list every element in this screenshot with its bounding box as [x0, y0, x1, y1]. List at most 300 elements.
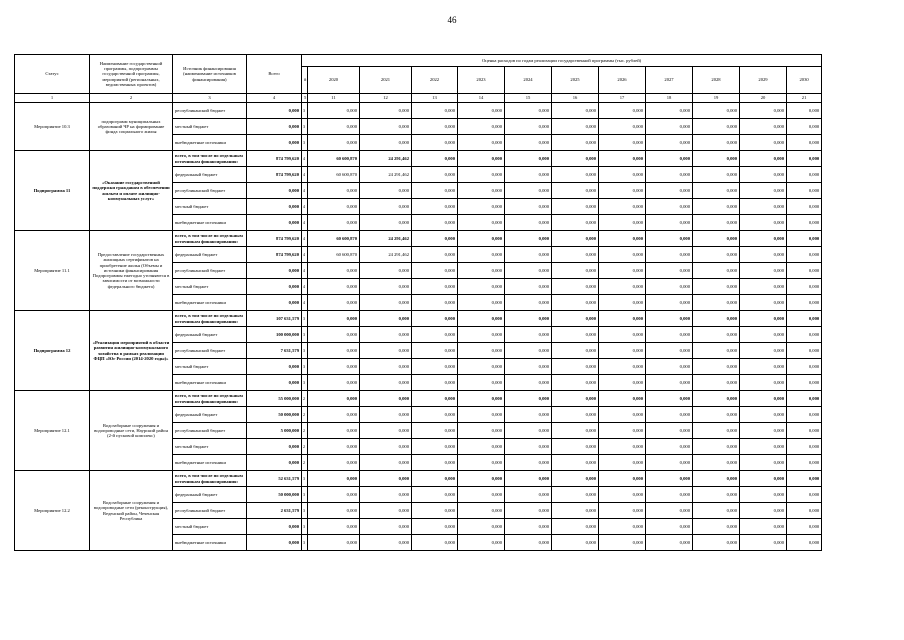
row-total: 7 631,579 [247, 343, 302, 359]
row-year-value: 0,000 [458, 311, 505, 327]
row-col5: 3 [302, 327, 308, 343]
row-year-value: 0,000 [458, 535, 505, 551]
row-year-value: 0,000 [693, 535, 740, 551]
row-year-value: 0,000 [599, 455, 646, 471]
row-year-value: 0,000 [458, 391, 505, 407]
row-year-value: 0,000 [646, 423, 693, 439]
row-year-value: 0,000 [552, 119, 599, 135]
header-colnum: 15 [505, 94, 552, 103]
row-source: местный бюджет [173, 199, 247, 215]
row-year-value: 0,000 [646, 135, 693, 151]
row-year-value: 0,000 [740, 295, 787, 311]
row-col5: 3 [302, 103, 308, 119]
row-total: 52 631,579 [247, 471, 302, 487]
row-year-value: 0,000 [740, 503, 787, 519]
row-year-value: 0,000 [787, 263, 822, 279]
row-year-value: 0,000 [646, 183, 693, 199]
row-year-value: 0,000 [412, 247, 458, 263]
table-row [15, 311, 822, 327]
row-year-value: 0,000 [552, 327, 599, 343]
row-source: внебюджетные источники [173, 455, 247, 471]
row-year-value: 0,000 [552, 215, 599, 231]
row-year-value: 0,000 [787, 519, 822, 535]
row-year-value: 0,000 [505, 119, 552, 135]
row-year-value: 0,000 [740, 215, 787, 231]
row-year-value: 0,000 [308, 455, 360, 471]
row-year-value: 0,000 [740, 103, 787, 119]
row-source: местный бюджет [173, 519, 247, 535]
table-row [15, 231, 822, 247]
row-year-value: 0,000 [308, 519, 360, 535]
row-year-value: 0,000 [412, 359, 458, 375]
row-source: республиканский бюджет [173, 503, 247, 519]
row-year-value: 0,000 [787, 391, 822, 407]
row-year-value: 0,000 [646, 535, 693, 551]
row-year-value: 0,000 [693, 455, 740, 471]
row-year-value: 0,000 [740, 487, 787, 503]
row-year-value: 0,000 [412, 391, 458, 407]
row-year-value: 0,000 [693, 375, 740, 391]
row-year-value: 0,000 [308, 279, 360, 295]
row-year-value: 0,000 [693, 247, 740, 263]
row-year-value: 0,000 [787, 199, 822, 215]
row-year-value: 0,000 [360, 135, 412, 151]
row-year-value: 0,000 [458, 503, 505, 519]
row-year-value: 0,000 [599, 439, 646, 455]
row-year-value: 0,000 [787, 535, 822, 551]
row-year-value: 0,000 [308, 295, 360, 311]
row-year-value: 0,000 [458, 471, 505, 487]
row-year-value: 0,000 [646, 263, 693, 279]
table-row [15, 151, 822, 167]
row-year-value: 0,000 [599, 407, 646, 423]
row-year-value: 0,000 [360, 119, 412, 135]
row-year-value: 0,000 [412, 519, 458, 535]
row-year-value: 0,000 [599, 135, 646, 151]
header-year-2021: 2021 [360, 67, 412, 94]
row-total: 2 631,579 [247, 503, 302, 519]
row-year-value: 0,000 [599, 215, 646, 231]
row-year-value: 0,000 [458, 295, 505, 311]
row-year-value: 0,000 [599, 519, 646, 535]
row-total: 0,000 [247, 263, 302, 279]
row-year-value: 0,000 [787, 375, 822, 391]
row-year-value: 0,000 [458, 327, 505, 343]
row-total: 55 000,000 [247, 391, 302, 407]
row-year-value: 0,000 [646, 167, 693, 183]
row-year-value: 0,000 [740, 519, 787, 535]
row-year-value: 0,000 [740, 455, 787, 471]
table-row [15, 103, 822, 119]
row-year-value: 0,000 [787, 343, 822, 359]
row-year-value: 0,000 [412, 455, 458, 471]
row-total: 0,000 [247, 455, 302, 471]
row-total: 0,000 [247, 119, 302, 135]
row-year-value: 0,000 [552, 471, 599, 487]
row-col5: 4 [302, 295, 308, 311]
row-year-value: 0,000 [505, 343, 552, 359]
row-year-value: 0,000 [740, 343, 787, 359]
row-year-value: 0,000 [646, 439, 693, 455]
row-col5: 4 [302, 263, 308, 279]
row-year-value: 0,000 [360, 535, 412, 551]
row-year-value: 24 291,462 [360, 247, 412, 263]
row-year-value: 0,000 [693, 151, 740, 167]
page-number: 46 [447, 15, 457, 25]
row-year-value: 0,000 [412, 231, 458, 247]
row-year-value: 0,000 [505, 439, 552, 455]
row-year-value: 0,000 [740, 199, 787, 215]
row-year-value: 0,000 [505, 183, 552, 199]
row-source: республиканский бюджет [173, 183, 247, 199]
header-colnum: 11 [308, 94, 360, 103]
row-year-value: 0,000 [308, 375, 360, 391]
row-year-value: 0,000 [599, 199, 646, 215]
row-program-name: Водозаборные сооружения и водопроводные сети (реконструкция), Веденский район, Чеченская Республика [90, 471, 173, 551]
row-year-value: 0,000 [505, 151, 552, 167]
row-year-value: 0,000 [308, 311, 360, 327]
row-status: Подпрограмма 12 [15, 311, 90, 391]
row-year-value: 0,000 [505, 407, 552, 423]
row-year-value: 0,000 [308, 103, 360, 119]
row-year-value: 0,000 [505, 247, 552, 263]
row-year-value: 0,000 [412, 375, 458, 391]
row-source: республиканский бюджет [173, 343, 247, 359]
row-total: 0,000 [247, 535, 302, 551]
row-year-value: 0,000 [787, 487, 822, 503]
header-colnum: 3 [173, 94, 247, 103]
row-total: 0,000 [247, 295, 302, 311]
row-year-value: 0,000 [693, 487, 740, 503]
row-year-value: 0,000 [308, 135, 360, 151]
row-year-value: 0,000 [360, 487, 412, 503]
row-year-value: 0,000 [646, 103, 693, 119]
row-year-value: 0,000 [308, 439, 360, 455]
row-year-value: 0,000 [360, 391, 412, 407]
row-year-value: 0,000 [599, 119, 646, 135]
row-year-value: 0,000 [646, 247, 693, 263]
row-col5: 4 [302, 183, 308, 199]
row-year-value: 0,000 [412, 535, 458, 551]
row-year-value: 0,000 [505, 199, 552, 215]
row-year-value: 0,000 [308, 391, 360, 407]
row-year-value: 0,000 [412, 167, 458, 183]
header-colnum: 12 [360, 94, 412, 103]
row-year-value: 0,000 [599, 375, 646, 391]
row-year-value: 0,000 [552, 535, 599, 551]
row-year-value: 0,000 [693, 103, 740, 119]
row-year-value: 0,000 [552, 151, 599, 167]
row-year-value: 0,000 [693, 295, 740, 311]
row-year-value: 60 600,870 [308, 247, 360, 263]
row-year-value: 0,000 [505, 359, 552, 375]
row-year-value: 0,000 [599, 295, 646, 311]
header-colnum: 13 [412, 94, 458, 103]
header-year-2027: 2027 [646, 67, 693, 94]
row-year-value: 60 600,870 [308, 151, 360, 167]
row-year-value: 0,000 [787, 423, 822, 439]
row-year-value: 0,000 [505, 295, 552, 311]
row-year-value: 0,000 [308, 199, 360, 215]
row-year-value: 0,000 [360, 183, 412, 199]
row-source: всего, в том числе по отдельным источникам финансирования: [173, 231, 247, 247]
row-year-value: 0,000 [646, 311, 693, 327]
row-year-value: 0,000 [646, 455, 693, 471]
row-year-value: 0,000 [599, 503, 646, 519]
row-year-value: 0,000 [693, 215, 740, 231]
row-year-value: 0,000 [552, 519, 599, 535]
header-colnum: 20 [740, 94, 787, 103]
table-body [15, 103, 822, 551]
row-year-value: 0,000 [505, 503, 552, 519]
row-year-value: 0,000 [505, 135, 552, 151]
row-year-value: 0,000 [787, 135, 822, 151]
row-source: местный бюджет [173, 359, 247, 375]
row-year-value: 0,000 [360, 279, 412, 295]
row-year-value: 0,000 [458, 199, 505, 215]
row-year-value: 0,000 [599, 151, 646, 167]
row-year-value: 0,000 [646, 119, 693, 135]
row-source: внебюджетные источники [173, 135, 247, 151]
row-year-value: 0,000 [505, 327, 552, 343]
row-col5: 2 [302, 455, 308, 471]
row-year-value: 0,000 [787, 295, 822, 311]
row-col5: 3 [302, 343, 308, 359]
row-year-value: 0,000 [360, 311, 412, 327]
header-years-title: Оценка расходов по годам реализации государственной программы (тыс. рублей) [302, 55, 822, 67]
row-source: всего, в том числе по отдельным источникам финансирования: [173, 471, 247, 487]
row-year-value: 0,000 [693, 231, 740, 247]
row-program-name: Водозаборные сооружения и водопроводные сети, Наурский район (2-й пусковой комплекс) [90, 391, 173, 471]
row-year-value: 0,000 [646, 215, 693, 231]
row-year-value: 0,000 [552, 167, 599, 183]
row-year-value: 0,000 [693, 343, 740, 359]
row-year-value: 0,000 [308, 503, 360, 519]
row-source: республиканский бюджет [173, 103, 247, 119]
row-total: 874 799,620 [247, 247, 302, 263]
row-source: республиканский бюджет [173, 263, 247, 279]
row-status: Мероприятие 12.1 [15, 391, 90, 471]
table-row [15, 391, 822, 407]
row-year-value: 0,000 [646, 407, 693, 423]
header-col5: # [302, 67, 308, 94]
row-year-value: 0,000 [505, 471, 552, 487]
row-year-value: 0,000 [693, 263, 740, 279]
row-year-value: 0,000 [308, 423, 360, 439]
row-year-value: 0,000 [787, 311, 822, 327]
row-year-value: 0,000 [308, 119, 360, 135]
row-source: внебюджетные источники [173, 215, 247, 231]
row-year-value: 0,000 [599, 263, 646, 279]
row-year-value: 0,000 [646, 343, 693, 359]
row-year-value: 0,000 [646, 519, 693, 535]
row-program-name: «Реализация мероприятий в области развития жилищно-коммунального хозяйства в рамках реализации ФЦП «Юг России (2014-2020 годы)» [90, 311, 173, 391]
row-year-value: 0,000 [599, 535, 646, 551]
row-year-value: 0,000 [552, 503, 599, 519]
table-row [15, 471, 822, 487]
row-year-value: 0,000 [360, 471, 412, 487]
row-year-value: 0,000 [552, 183, 599, 199]
row-year-value: 0,000 [599, 359, 646, 375]
row-source: федеральный бюджет [173, 327, 247, 343]
row-year-value: 0,000 [693, 311, 740, 327]
row-year-value: 0,000 [412, 471, 458, 487]
row-year-value: 0,000 [412, 151, 458, 167]
row-year-value: 0,000 [412, 103, 458, 119]
row-col5: 4 [302, 167, 308, 183]
row-year-value: 0,000 [308, 327, 360, 343]
row-year-value: 0,000 [740, 247, 787, 263]
row-year-value: 0,000 [360, 503, 412, 519]
row-year-value: 0,000 [552, 343, 599, 359]
row-year-value: 0,000 [412, 295, 458, 311]
row-year-value: 0,000 [646, 231, 693, 247]
header-year-2025: 2025 [552, 67, 599, 94]
row-program-name: Предоставление государственных жилищных сертификатов на приобретение жилья (Объемы и источники финансирования Подпрограммы ежегодно уточняются в зависимости от возможности федерального бюджета) [90, 231, 173, 311]
header-colnum: 14 [458, 94, 505, 103]
header-colnum: 16 [552, 94, 599, 103]
row-year-value: 0,000 [360, 439, 412, 455]
row-year-value: 0,000 [458, 119, 505, 135]
row-year-value: 0,000 [740, 407, 787, 423]
row-year-value: 0,000 [599, 487, 646, 503]
row-total: 874 799,620 [247, 151, 302, 167]
row-year-value: 0,000 [412, 423, 458, 439]
header-status: Статус [15, 55, 90, 94]
row-status: Мероприятие 12.2 [15, 471, 90, 551]
row-source: местный бюджет [173, 279, 247, 295]
row-year-value: 0,000 [412, 135, 458, 151]
row-year-value: 0,000 [360, 519, 412, 535]
row-year-value: 0,000 [552, 487, 599, 503]
header-year-2026: 2026 [599, 67, 646, 94]
row-year-value: 0,000 [458, 135, 505, 151]
row-year-value: 0,000 [360, 295, 412, 311]
row-year-value: 0,000 [740, 471, 787, 487]
row-year-value: 0,000 [787, 407, 822, 423]
row-year-value: 0,000 [740, 375, 787, 391]
row-col5: 4 [302, 231, 308, 247]
row-year-value: 0,000 [458, 423, 505, 439]
row-year-value: 0,000 [787, 359, 822, 375]
row-year-value: 0,000 [412, 487, 458, 503]
row-col5: 3 [302, 375, 308, 391]
row-status: Подпрограмма 11 [15, 151, 90, 231]
row-year-value: 0,000 [412, 215, 458, 231]
row-year-value: 0,000 [787, 103, 822, 119]
row-year-value: 0,000 [646, 391, 693, 407]
row-year-value: 0,000 [412, 407, 458, 423]
row-year-value: 0,000 [646, 327, 693, 343]
row-year-value: 0,000 [646, 151, 693, 167]
row-year-value: 0,000 [740, 423, 787, 439]
row-year-value: 0,000 [693, 359, 740, 375]
row-year-value: 0,000 [646, 359, 693, 375]
row-status: Мероприятие 11.1 [15, 231, 90, 311]
row-col5: 4 [302, 151, 308, 167]
row-source: федеральный бюджет [173, 247, 247, 263]
row-year-value: 0,000 [599, 247, 646, 263]
row-year-value: 0,000 [505, 215, 552, 231]
row-year-value: 0,000 [458, 167, 505, 183]
row-year-value: 0,000 [599, 183, 646, 199]
row-year-value: 0,000 [458, 183, 505, 199]
row-source: местный бюджет [173, 119, 247, 135]
row-year-value: 0,000 [787, 167, 822, 183]
row-year-value: 0,000 [599, 167, 646, 183]
row-total: 874 799,620 [247, 167, 302, 183]
row-year-value: 0,000 [552, 263, 599, 279]
row-year-value: 0,000 [458, 439, 505, 455]
row-year-value: 0,000 [360, 375, 412, 391]
row-year-value: 0,000 [599, 391, 646, 407]
row-source: федеральный бюджет [173, 487, 247, 503]
row-source: всего, в том числе по отдельным источникам финансирования: [173, 151, 247, 167]
row-year-value: 0,000 [740, 535, 787, 551]
row-year-value: 0,000 [458, 455, 505, 471]
row-year-value: 0,000 [599, 231, 646, 247]
row-year-value: 0,000 [693, 199, 740, 215]
row-year-value: 0,000 [693, 519, 740, 535]
row-year-value: 0,000 [552, 359, 599, 375]
row-year-value: 60 600,870 [308, 231, 360, 247]
row-year-value: 0,000 [552, 295, 599, 311]
row-total: 0,000 [247, 439, 302, 455]
row-year-value: 0,000 [360, 359, 412, 375]
header-name: Наименование государственной программы, подпрограммы государственной программы, мероприятий (региональных, ведомственных проектов) [90, 55, 173, 94]
row-total: 50 000,000 [247, 487, 302, 503]
row-year-value: 0,000 [787, 231, 822, 247]
row-year-value: 0,000 [458, 151, 505, 167]
row-year-value: 0,000 [693, 407, 740, 423]
header-year-2023: 2023 [458, 67, 505, 94]
row-year-value: 0,000 [458, 279, 505, 295]
header-colnum: 2 [90, 94, 173, 103]
row-year-value: 0,000 [693, 471, 740, 487]
row-year-value: 0,000 [599, 327, 646, 343]
row-year-value: 0,000 [505, 487, 552, 503]
row-year-value: 0,000 [646, 503, 693, 519]
row-source: федеральный бюджет [173, 167, 247, 183]
row-col5: 3 [302, 471, 308, 487]
row-year-value: 0,000 [787, 119, 822, 135]
row-col5: 3 [302, 519, 308, 535]
row-year-value: 0,000 [740, 135, 787, 151]
row-year-value: 0,000 [552, 103, 599, 119]
row-year-value: 0,000 [412, 183, 458, 199]
header-year-2022: 2022 [412, 67, 458, 94]
row-year-value: 0,000 [552, 391, 599, 407]
row-year-value: 0,000 [458, 375, 505, 391]
row-year-value: 0,000 [412, 199, 458, 215]
row-year-value: 0,000 [360, 215, 412, 231]
row-source: внебюджетные источники [173, 535, 247, 551]
row-year-value: 0,000 [505, 311, 552, 327]
row-year-value: 0,000 [505, 263, 552, 279]
row-year-value: 0,000 [308, 359, 360, 375]
header-total: Всего [247, 55, 302, 94]
row-year-value: 0,000 [693, 183, 740, 199]
row-total: 0,000 [247, 199, 302, 215]
row-year-value: 0,000 [412, 343, 458, 359]
row-year-value: 0,000 [458, 407, 505, 423]
row-col5: 2 [302, 423, 308, 439]
row-year-value: 0,000 [552, 407, 599, 423]
row-year-value: 0,000 [412, 503, 458, 519]
row-year-value: 0,000 [740, 359, 787, 375]
row-year-value: 0,000 [505, 455, 552, 471]
row-year-value: 0,000 [308, 263, 360, 279]
